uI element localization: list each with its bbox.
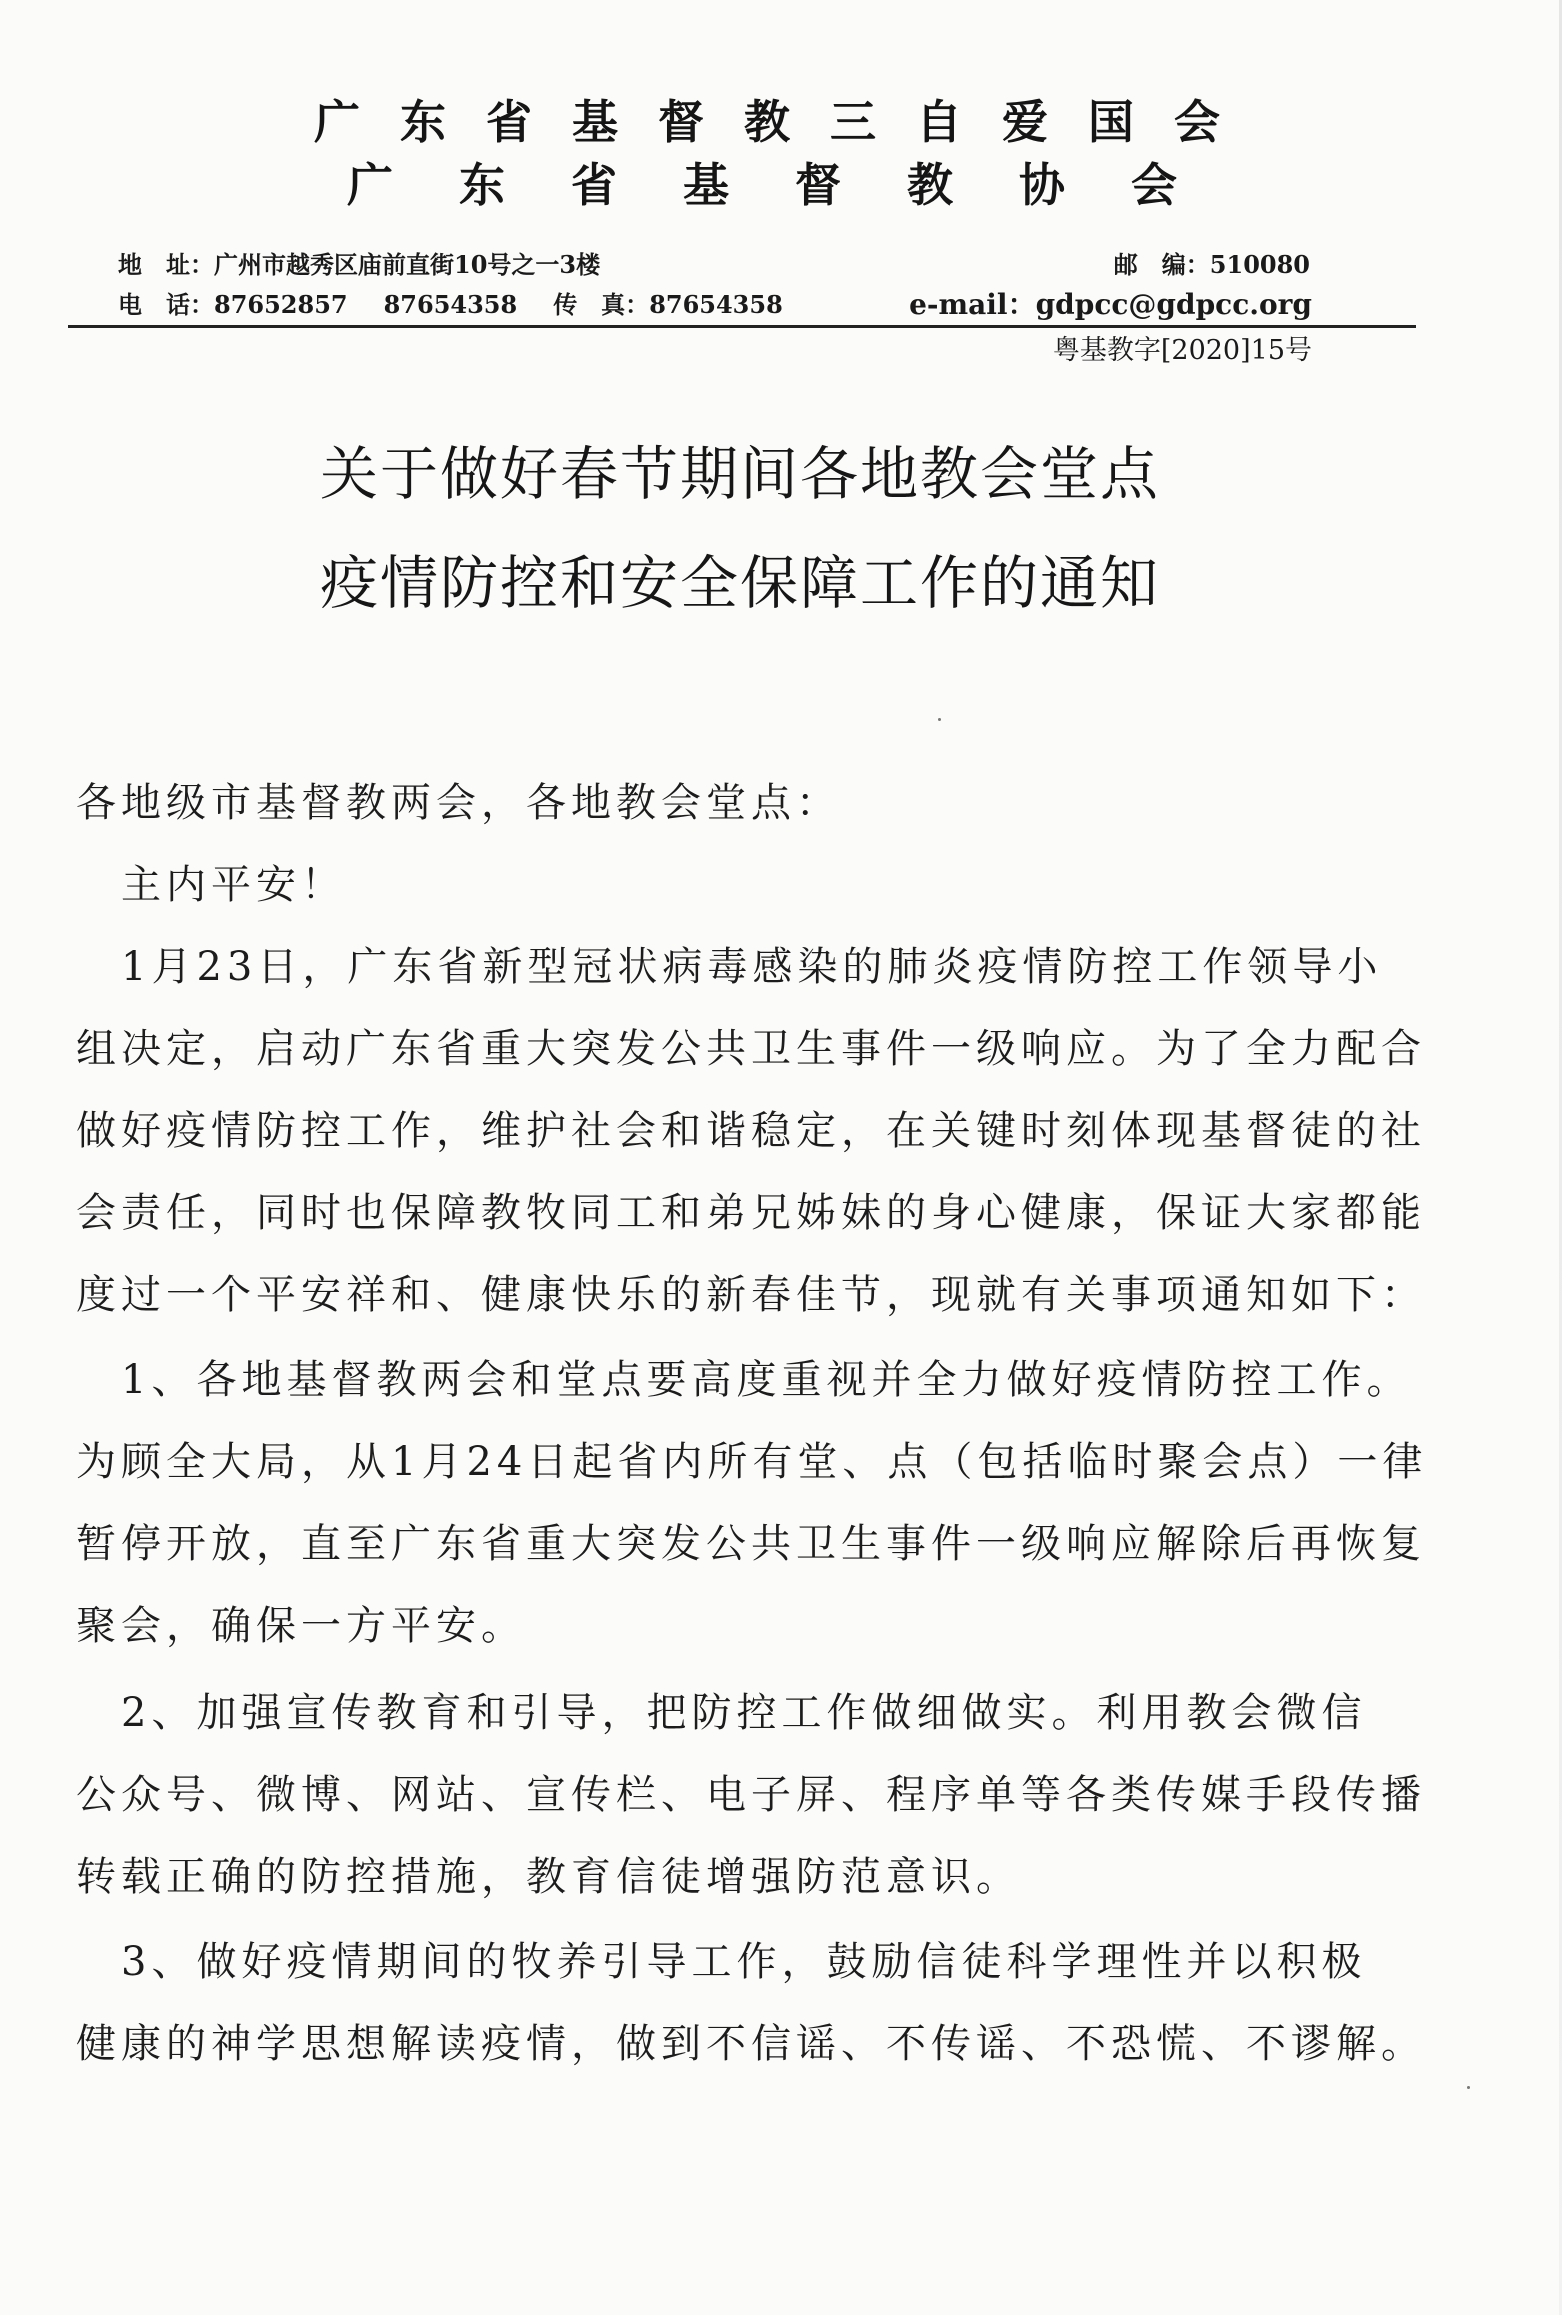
fax-value: 87654358 (649, 290, 783, 319)
body-line: 健康的神学思想解读疫情，做到不信谣、不传谣、不恐慌、不谬解。 (76, 2021, 1426, 2067)
header-divider (68, 325, 1416, 328)
greeting: 主内平安！ (76, 862, 346, 908)
body-line: 聚会，确保一方平安。 (76, 1603, 526, 1649)
document-number: 粤基教字[2020]15号 (1052, 335, 1312, 366)
body-line: 度过一个平安祥和、健康快乐的新春佳节，现就有关事项通知如下： (76, 1272, 1426, 1318)
scan-speck (938, 718, 941, 721)
postcode-row (1114, 248, 1310, 282)
phone-label: 电 话： (118, 290, 214, 319)
postcode-label: 邮 编： (1113, 250, 1210, 279)
phone-fax-row (118, 288, 783, 322)
notice-title-line1: 关于做好春节期间各地教会堂点 (319, 440, 1160, 508)
body-line: 暂停开放，直至广东省重大突发公共卫生事件一级响应解除后再恢复 (76, 1521, 1426, 1567)
phone-value-2: 87654358 (383, 290, 518, 319)
body-line: 转载正确的防控措施，教育信徒增强防范意识。 (76, 1854, 1021, 1900)
email-value: gdpcc@gdpcc.org (1035, 288, 1312, 321)
address-label: 地 址： (118, 250, 214, 279)
fax-label: 传 真： (553, 290, 650, 319)
body-line: 组决定，启动广东省重大突发公共卫生事件一级响应。为了全力配合 (76, 1026, 1426, 1072)
email-row (909, 288, 1312, 322)
body-line: 1、各地基督教两会和堂点要高度重视并全力做好疫情防控工作。 (76, 1357, 1412, 1403)
address-row (118, 248, 600, 282)
body-line: 2、加强宣传教育和引导，把防控工作做细做实。利用教会微信 (76, 1690, 1367, 1736)
address-value: 广州市越秀区庙前直街10号之一3楼 (214, 250, 601, 279)
salutation: 各地级市基督教两会，各地教会堂点： (76, 780, 841, 826)
body-line: 为顾全大局，从1月24日起省内所有堂、点（包括临时聚会点）一律 (76, 1439, 1428, 1485)
phone-value-1: 87652857 (214, 290, 348, 319)
body-line: 会责任，同时也保障教牧同工和弟兄姊妹的身心健康，保证大家都能 (76, 1190, 1426, 1236)
body-line: 1月23日，广东省新型冠状病毒感染的肺炎疫情防控工作领导小 (76, 944, 1383, 990)
postcode-value: 510080 (1209, 250, 1310, 279)
body-line: 3、做好疫情期间的牧养引导工作，鼓励信徒科学理性并以积极 (76, 1939, 1367, 1985)
body-line: 做好疫情防控工作，维护社会和谐稳定，在关键时刻体现基督徒的社 (76, 1108, 1426, 1154)
org-name-line1: 广东省基督教三自爱国会 (314, 95, 1260, 149)
email-label: e-mail： (909, 288, 1036, 321)
org-name-line2: 广东省基督教协会 (347, 158, 1243, 212)
body-line: 公众号、微博、网站、宣传栏、电子屏、程序单等各类传媒手段传播 (76, 1772, 1426, 1818)
notice-title-line2: 疫情防控和安全保障工作的通知 (319, 549, 1160, 617)
scan-speck (1467, 2086, 1470, 2089)
